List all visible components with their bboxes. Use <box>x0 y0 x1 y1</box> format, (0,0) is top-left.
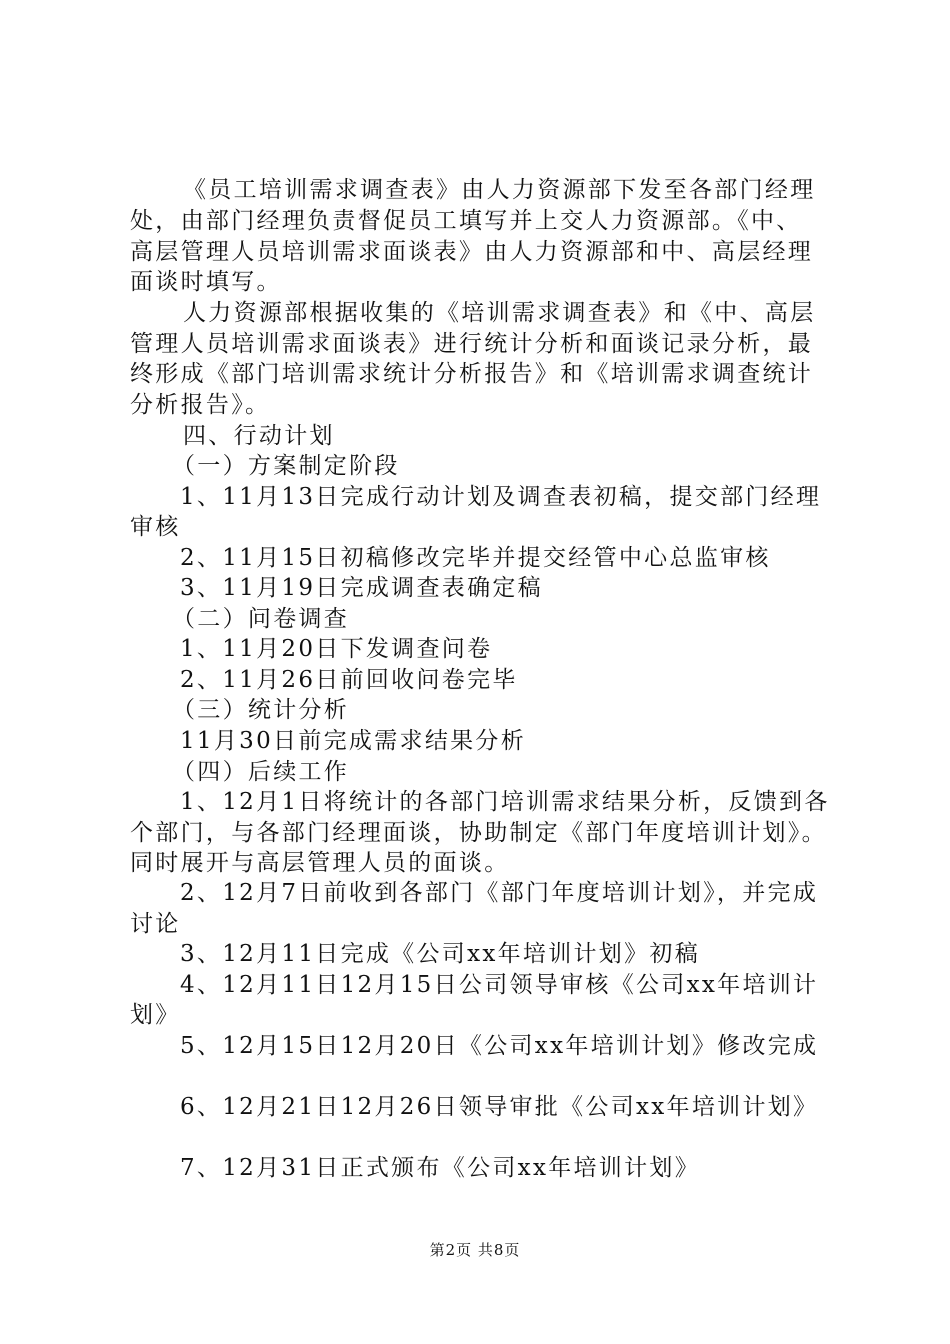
paragraph-line: 11月30日前完成需求结果分析 <box>180 728 527 754</box>
subsection-heading: （三）统计分析 <box>172 697 350 723</box>
paragraph-line: 同时展开与高层管理人员的面谈。 <box>130 850 510 876</box>
paragraph-line: 管理人员培训需求面谈表》进行统计分析和面谈记录分析，最 <box>130 331 814 357</box>
paragraph-line: 处，由部门经理负责督促员工填写并上交人力资源部。《中、 <box>130 208 802 234</box>
paragraph-line: 2、11月26日前回收问卷完毕 <box>180 667 518 693</box>
paragraph-line: 1、11月20日下发调查问卷 <box>180 636 493 662</box>
paragraph-line: 4、12月11日12月15日公司领导审核《公司xx年培训计 <box>180 972 819 998</box>
paragraph-line: 6、12月21日12月26日领导审批《公司xx年培训计划》 <box>180 1094 819 1120</box>
paragraph-line: 2、12月7日前收到各部门《部门年度培训计划》，并完成 <box>180 880 819 906</box>
paragraph-line: 高层管理人员培训需求面谈表》由人力资源部和中、高层经理 <box>130 239 814 265</box>
paragraph-line: 终形成《部门培训需求统计分析报告》和《培训需求调查统计 <box>130 361 814 387</box>
paragraph-line: 《员工培训需求调查表》由人力资源部下发至各部门经理 <box>183 177 816 203</box>
paragraph-line: 3、11月19日完成调查表确定稿 <box>180 575 543 601</box>
subsection-heading: （一）方案制定阶段 <box>172 453 400 479</box>
paragraph-line: 面谈时填写。 <box>130 269 282 295</box>
section-heading: 四、行动计划 <box>183 423 335 449</box>
subsection-heading: （四）后续工作 <box>172 759 350 785</box>
paragraph-line: 7、12月31日正式颁布《公司xx年培训计划》 <box>180 1155 701 1181</box>
paragraph-line: 个部门，与各部门经理面谈，协助制定《部门年度培训计划》。 <box>130 820 827 846</box>
paragraph-line: 3、12月11日完成《公司xx年培训计划》初稿 <box>180 941 701 967</box>
subsection-heading: （二）问卷调查 <box>172 606 350 632</box>
paragraph-line: 审核 <box>130 514 181 540</box>
paragraph-line: 讨论 <box>130 911 181 937</box>
paragraph-line: 1、11月13日完成行动计划及调查表初稿，提交部门经理 <box>180 484 822 510</box>
paragraph-line: 划》 <box>130 1002 181 1028</box>
paragraph-line: 5、12月15日12月20日《公司xx年培训计划》修改完成 <box>180 1033 819 1059</box>
paragraph-line: 1、12月1日将统计的各部门培训需求结果分析，反馈到各 <box>180 789 830 815</box>
paragraph-line: 人力资源部根据收集的《培训需求调查表》和《中、高层 <box>183 300 816 326</box>
page-number: 第2页 共8页 <box>429 1241 521 1259</box>
paragraph-line: 2、11月15日初稿修改完毕并提交经管中心总监审核 <box>180 545 771 571</box>
paragraph-line: 分析报告》。 <box>130 392 271 418</box>
